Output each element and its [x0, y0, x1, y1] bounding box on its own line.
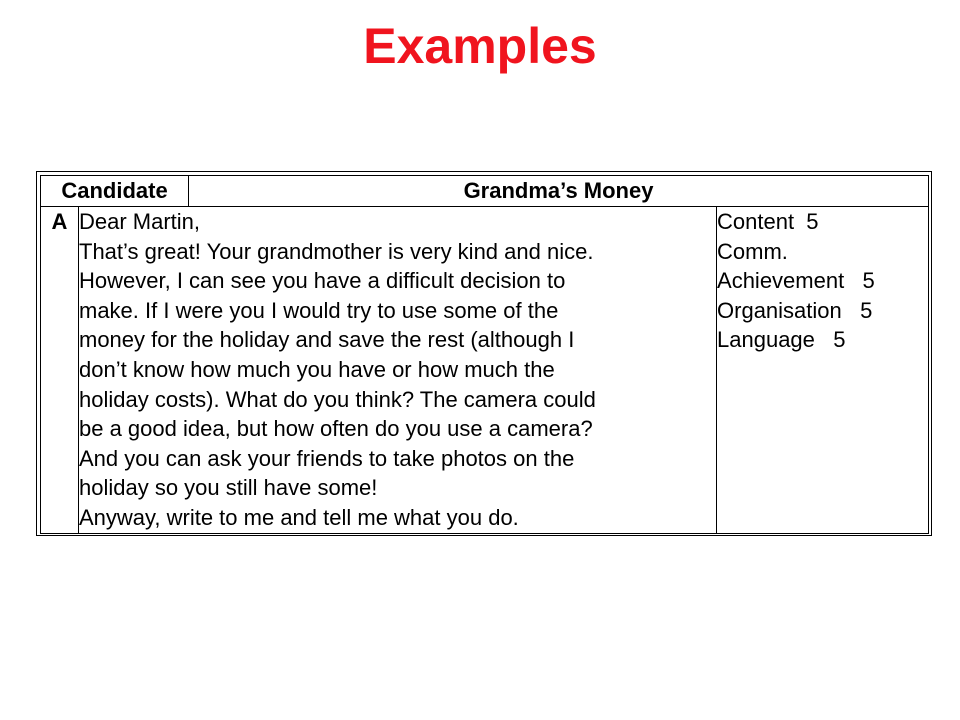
- letter-line: don’t know how much you have or how much the: [79, 356, 555, 382]
- header-task-title: Grandma’s Money: [189, 176, 929, 207]
- letter-line: holiday costs). What do you think? The camera could: [79, 386, 596, 412]
- candidate-id: A: [41, 207, 79, 534]
- letter-line: make. If I were you I would try to use some of the: [79, 297, 559, 323]
- letter-line: Anyway, write to me and tell me what you do.: [79, 504, 519, 530]
- letter-line: And you can ask your friends to take photos on the: [79, 445, 575, 471]
- letter-line: However, I can see you have a difficult decision to: [79, 268, 566, 294]
- letter-line: holiday so you still have some!: [79, 475, 378, 501]
- mark-achievement: Achievement 5: [717, 268, 875, 294]
- letter-line: money for the holiday and save the rest (although I: [79, 327, 575, 353]
- letter-line: be a good idea, but how often do you use a camera?: [79, 416, 593, 442]
- table-row: [41, 207, 929, 534]
- mark-comm: Comm.: [717, 238, 788, 264]
- header-candidate: Candidate: [41, 176, 189, 207]
- letter-line: Dear Martin,: [79, 209, 201, 234]
- candidate-letter: [79, 207, 717, 534]
- letter-line: That’s great! Your grandmother is very kind and nice.: [79, 238, 594, 264]
- mark-content: Content 5: [717, 209, 819, 234]
- mark-language: Language 5: [717, 327, 846, 353]
- assessment-table: [40, 175, 929, 534]
- marks-cell: [717, 207, 929, 534]
- mark-organisation: Organisation 5: [717, 297, 873, 323]
- slide-title: Examples: [363, 18, 597, 74]
- table-header-row: [41, 176, 929, 207]
